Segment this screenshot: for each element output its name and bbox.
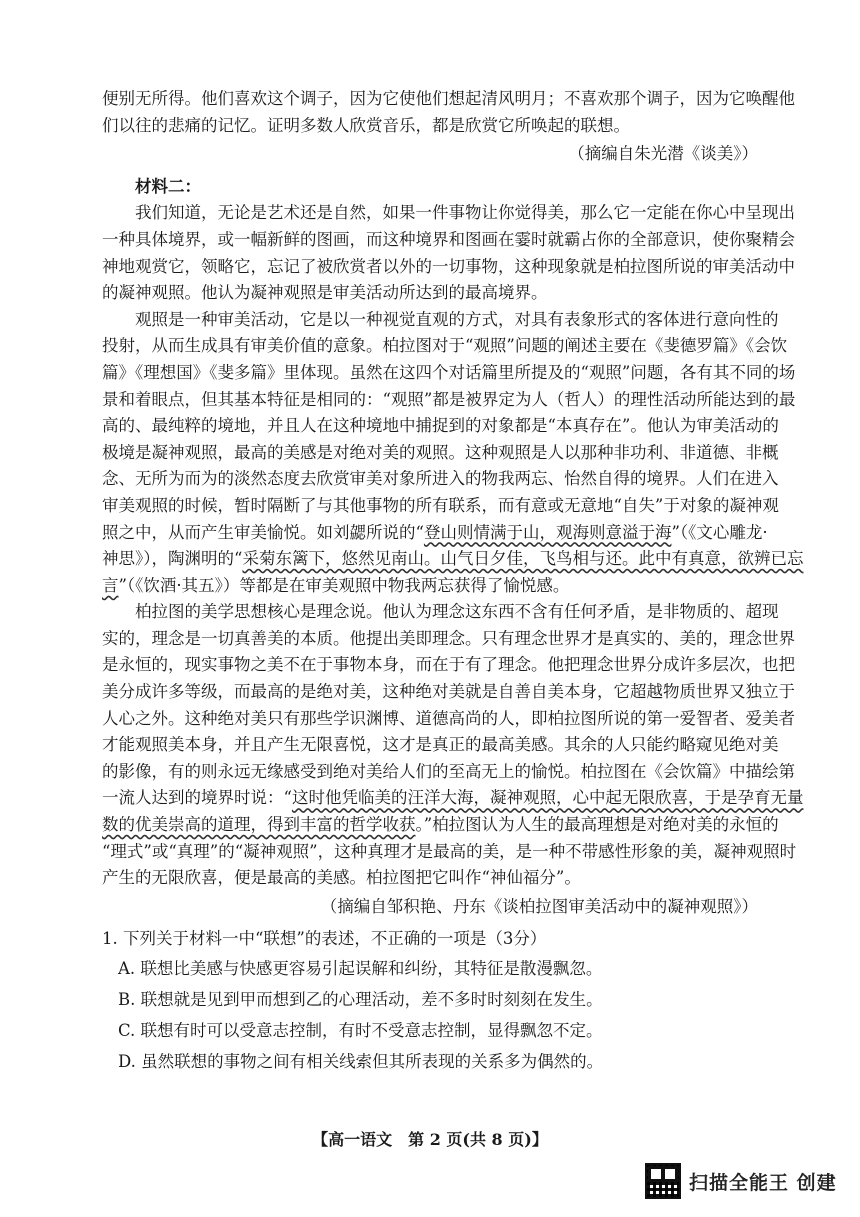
paragraph-1 <box>102 200 795 306</box>
text-line <box>102 785 804 812</box>
page-footer: 【高一语文 第 2 页(共 8 页)】 <box>312 1130 548 1149</box>
text-line: 念、无所为而为的淡然态度去欣赏审美对象所进入的物我两忘、怡然自得的境界。人们在进入 <box>102 469 779 489</box>
text-run: 。”柏拉图认为人生的最高理想是对绝对美的永恒的 <box>415 815 779 835</box>
text-line: 景和着眼点，但其基本特征是相同的：“观照”都是被界定为人（哲人）的理性活动所能达到的最 <box>102 389 796 409</box>
text-run: 神思》），陶渊明的“ <box>102 549 243 569</box>
text-line: 的影像，有的则永远无缘感受到绝对美给人们的至高无上的愉悦。柏拉图在《会饮篇》中描绘第 <box>102 761 795 781</box>
text-line: “理式”或“真理”的“凝神观照”，这种真理才是最高的美，是一种不带感性形象的美，凝神观照时 <box>102 841 797 861</box>
text-line: 们以往的悲痛的记忆。证明多数人欣赏音乐，都是欣赏它所唤起的联想。 <box>102 115 630 135</box>
document-body <box>102 86 804 1077</box>
quote-underlined: 这时他凭临美的汪洋大海，凝神观照，心中起无限欣喜，于是孕育无量 <box>291 788 804 808</box>
text-line: 是永恒的，现实事物之美不在于事物本身，而在于有了理念。他把理念世界分成许多层次，也把 <box>102 655 795 675</box>
text-line: 极境是凝神观照，最高的美感是对绝对美的观照。这种观照是人以那种非功利、非道德、非概 <box>102 442 779 462</box>
text-run: 照之中，从而产生审美愉悦。如刘勰所说的“ <box>102 522 424 542</box>
text-line: 才能观照美本身，并且产生无限喜悦，这才是真正的最高美感。其余的人只能约略窥见绝对美 <box>102 735 779 755</box>
text-run: ”（《饮酒·其五》）等都是在审美观照中物我两忘获得了愉悦感。 <box>118 575 570 595</box>
text-line: 一种具体境界，或一幅新鲜的图画，而这种境界和图画在霎时就霸占你的全部意识，使你聚精会 <box>102 229 795 249</box>
option-b: B. 联想就是见到甲而想到乙的心理活动，差不多时时刻刻在发生。 <box>118 990 603 1009</box>
quote-underlined: 登山则情满于山，观海则意溢于海 <box>423 522 672 542</box>
quote-underlined: 采菊东篱下，悠然见南山。山气日夕佳，飞鸟相与还。此中有真意，欲辨已忘 <box>242 549 804 569</box>
text-line <box>102 573 758 600</box>
text-line: 便别无所得。他们喜欢这个调子，因为它使他们想起清风明月；不喜欢那个调子，因为它唤醒他 <box>102 89 795 108</box>
option-a: A. 联想比美感与快感更容易引起误解和纠纷，其特征是散漫飘忽。 <box>118 959 603 978</box>
text-line: 的凝神观照。他认为凝神观照是审美活动所达到的最高境界。 <box>102 283 548 303</box>
text-run: ”（《文心雕龙· <box>671 522 768 542</box>
scanner-watermark <box>645 1163 837 1199</box>
text-line: 观照是一种审美活动，它是以一种视觉直观的方式，对具有表象形式的客体进行意向性的 <box>135 309 779 329</box>
text-line: 神地观赏它，领略它，忘记了被欣赏者以外的一切事物，这种现象就是柏拉图所说的审美活动中 <box>102 256 795 276</box>
paragraph-2 <box>102 307 804 600</box>
quote-underlined: 数的优美崇高的道理，得到丰富的哲学收获 <box>102 815 416 835</box>
option-c: C. 联想有时可以受意志控制，有时不受意志控制，显得飘忽不定。 <box>118 1021 603 1040</box>
text-line: 篇》《理想国》《斐多篇》里体现。虽然在这四个对话篇里所提及的“观照”问题，各有其不同的场 <box>102 362 796 382</box>
question-1 <box>102 926 758 1077</box>
qr-code-icon <box>645 1163 681 1199</box>
material2-label: 材料二： <box>135 176 201 196</box>
text-run: 一流人达到的境界时说：“ <box>102 788 292 808</box>
text-line: 产生的无限欣喜，便是最高的美感。柏拉图把它叫作“神仙福分”。 <box>102 868 581 888</box>
text-line: 高的、最纯粹的境地，并且人在这种境地中捕捉到的对象都是“本真存在”。他认为审美活动的 <box>102 416 779 436</box>
question-stem: 1. 下列关于材料一中“联想”的表述，不正确的一项是（3分） <box>102 929 547 949</box>
text-line <box>102 546 804 573</box>
text-line: 实的，理念是一切真善美的本质。他提出美即理念。只有理念世界才是真实的、美的，理念世界 <box>102 628 795 648</box>
text-line <box>102 812 779 839</box>
text-line: 我们知道，无论是艺术还是自然，如果一件事物让你觉得美，那么它一定能在你心中呈现出 <box>135 203 795 223</box>
material2-source: （摘编自邹积艳、丹东《谈柏拉图审美活动中的凝神观照》） <box>320 896 758 916</box>
option-d: D. 虽然联想的事物之间有相关线索但其所表现的关系多为偶然的。 <box>118 1052 604 1071</box>
text-line <box>102 520 768 547</box>
material1-source: （摘编自朱光潜《谈美》） <box>568 144 758 164</box>
text-line: 美分成许多等级，而最高的是绝对美，这种绝对美就是自善自美本身，它超越物质世界又独立于 <box>102 682 795 702</box>
quote-underlined: 言 <box>102 575 119 595</box>
paragraph-3 <box>102 599 804 892</box>
text-line: 审美观照的时候，暂时隔断了与其他事物的所有联系，而有意或无意地“自失”于对象的凝神观 <box>102 495 779 515</box>
text-line: 人心之外。这种绝对美只有那些学识渊博、道德高尚的人，即柏拉图所说的第一爱智者、爱美者 <box>102 708 795 728</box>
watermark-text: 扫描全能王 创建 <box>689 1171 837 1194</box>
text-line: 柏拉图的美学思想核心是理念说。他认为理念这东西不含有任何矛盾，是非物质的、超现 <box>135 602 779 622</box>
text-line: 投射，从而生成具有审美价值的意象。柏拉图对于“观照”问题的阐述主要在《斐德罗篇》《会饮 <box>102 336 788 356</box>
material1-tail <box>102 86 795 139</box>
